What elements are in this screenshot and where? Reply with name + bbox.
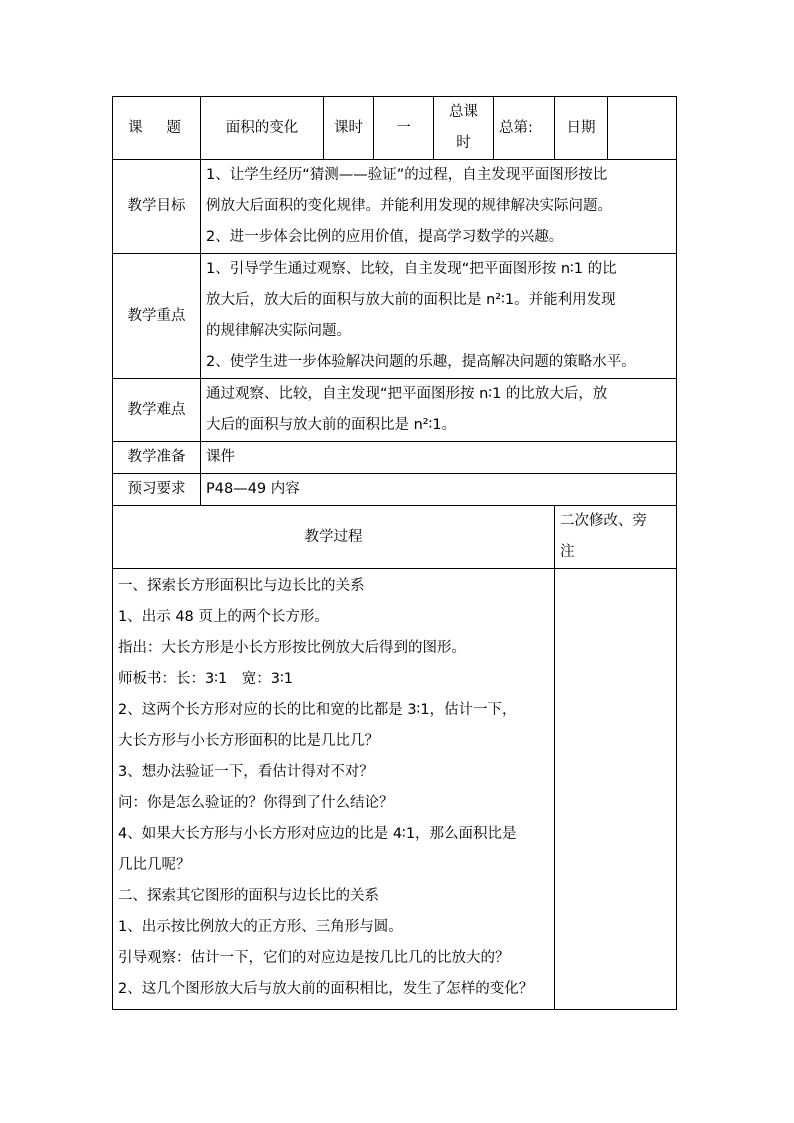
preparation-label: 教学准备 bbox=[113, 442, 201, 474]
total-label-line-1: 总课 bbox=[449, 104, 478, 120]
process-header-row bbox=[113, 506, 677, 569]
process-label: 教学过程 bbox=[113, 506, 555, 569]
process-line: 问：你是怎么验证的？你得到了什么结论？ bbox=[118, 795, 394, 811]
process-line: 4、如果大长方形与小长方形对应边的比是 4∶1，那么面积比是 bbox=[118, 826, 517, 842]
goals-line: 1、让学生经历“猜测——验证”的过程，自主发现平面图形按比 bbox=[206, 167, 608, 183]
difficulties-line: 大后的面积与放大前的面积比是 n²∶1。 bbox=[206, 417, 457, 433]
process-line: 指出：大长方形是小长方形按比例放大后得到的图形。 bbox=[118, 640, 466, 656]
difficulties-row bbox=[113, 379, 677, 442]
process-line: 师板书：长：3∶1 宽：3∶1 bbox=[118, 671, 293, 687]
date-label: 日期 bbox=[555, 97, 608, 160]
preparation-value: 课件 bbox=[201, 442, 677, 474]
key-points-label: 教学重点 bbox=[113, 254, 201, 379]
key-points-line: 1、引导学生通过观察、比较，自主发现“把平面图形按 n∶1 的比 bbox=[206, 261, 617, 277]
preview-value: P48—49 内容 bbox=[201, 474, 677, 506]
notes-label-cell bbox=[555, 506, 677, 569]
key-points-row bbox=[113, 254, 677, 379]
date-value bbox=[608, 97, 677, 160]
goals-line: 2、进一步体会比例的应用价值，提高学习数学的兴趣。 bbox=[206, 229, 564, 245]
difficulties-label: 教学难点 bbox=[113, 379, 201, 442]
goals-content bbox=[201, 160, 677, 254]
process-line: 3、想办法验证一下，看估计得对不对？ bbox=[118, 764, 374, 780]
goals-line: 例放大后面积的变化规律。并能利用发现的规律解决实际问题。 bbox=[206, 198, 612, 214]
lesson-plan-table bbox=[112, 96, 677, 1010]
key-points-content bbox=[201, 254, 677, 379]
key-points-line: 2、使学生进一步体验解决问题的乐趣，提高解决问题的策略水平。 bbox=[206, 354, 636, 370]
header-row bbox=[113, 97, 677, 160]
subject-label-cell bbox=[113, 97, 201, 160]
process-content bbox=[113, 569, 555, 1010]
subject-label-char-2: 题 bbox=[166, 119, 181, 136]
process-line: 一、探索长方形面积比与边长比的关系 bbox=[118, 578, 365, 594]
preparation-row bbox=[113, 442, 677, 474]
subject-value: 面积的变化 bbox=[201, 97, 324, 160]
process-line: 1、出示按比例放大的正方形、三角形与圆。 bbox=[118, 919, 403, 935]
lesson-plan-sheet bbox=[112, 96, 676, 1010]
subject-label-char-1: 课 bbox=[128, 119, 143, 136]
period-label: 课时 bbox=[324, 97, 374, 160]
process-line: 大长方形与小长方形面积的比是几比几？ bbox=[118, 733, 379, 749]
notes-label-line-2: 注 bbox=[560, 544, 575, 560]
process-line: 引导观察：估计一下，它们的对应边是按几比几的比放大的？ bbox=[118, 950, 510, 966]
difficulties-line: 通过观察、比较，自主发现“把平面图形按 n∶1 的比放大后，放 bbox=[206, 386, 608, 402]
difficulties-content bbox=[201, 379, 677, 442]
process-line: 2、这两个长方形对应的长的比和宽的比都是 3∶1，估计一下， bbox=[118, 702, 517, 718]
total-no-label: 总第: bbox=[494, 97, 555, 160]
period-value: 一 bbox=[374, 97, 434, 160]
process-body-row bbox=[113, 569, 677, 1010]
preview-row bbox=[113, 474, 677, 506]
total-label-cell bbox=[434, 97, 494, 160]
process-line: 1、出示 48 页上的两个长方形。 bbox=[118, 609, 329, 625]
goals-label: 教学目标 bbox=[113, 160, 201, 254]
process-line: 二、探索其它图形的面积与边长比的关系 bbox=[118, 888, 379, 904]
goals-row bbox=[113, 160, 677, 254]
key-points-line: 的规律解决实际问题。 bbox=[206, 323, 351, 339]
notes-column bbox=[555, 569, 677, 1010]
process-line: 2、这几个图形放大后与放大前的面积相比，发生了怎样的变化？ bbox=[118, 981, 534, 997]
notes-label-line-1: 二次修改、旁 bbox=[560, 513, 647, 529]
process-line: 几比几呢？ bbox=[118, 857, 191, 873]
key-points-line: 放大后，放大后的面积与放大前的面积比是 n²∶1。并能利用发现 bbox=[206, 292, 616, 308]
preview-label: 预习要求 bbox=[113, 474, 201, 506]
total-label-line-2: 时 bbox=[456, 135, 471, 151]
